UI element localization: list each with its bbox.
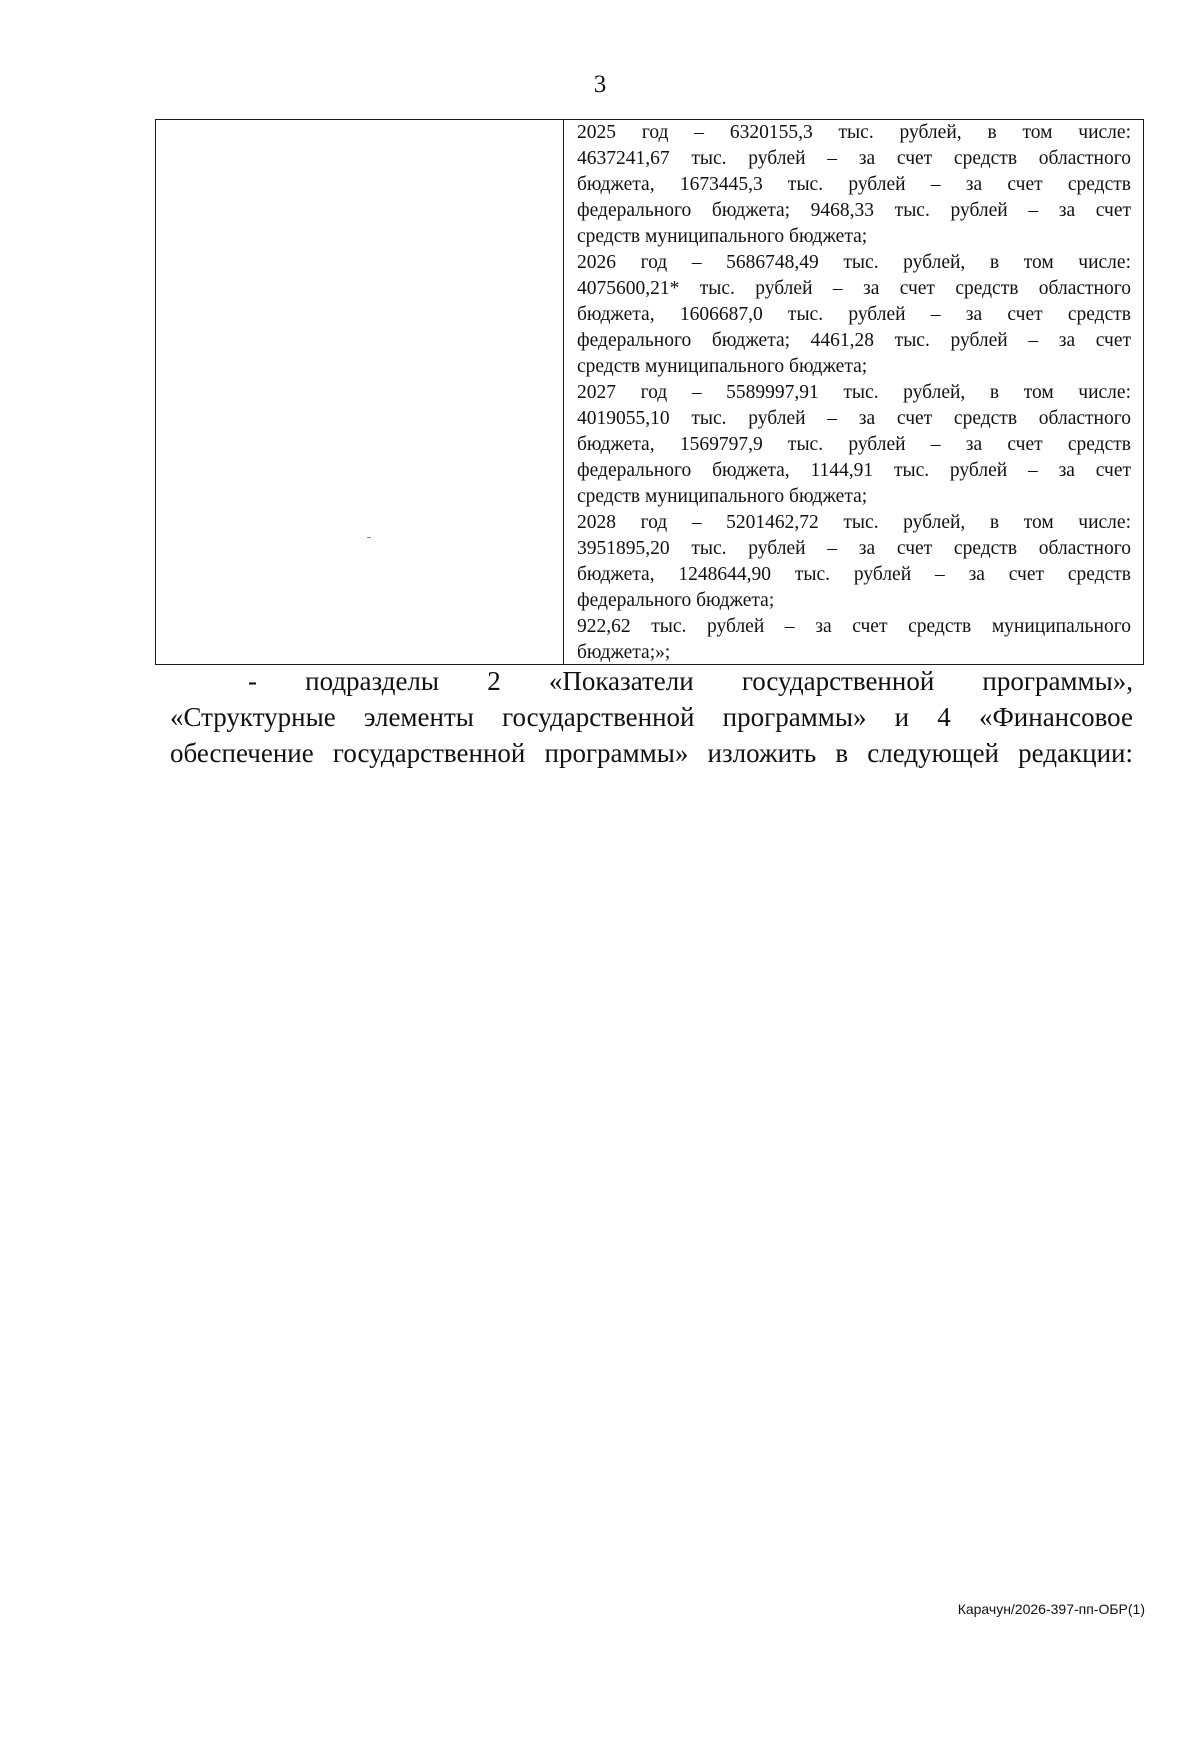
funding-2027-line-5: средств муниципального бюджета; xyxy=(577,486,868,507)
scan-speck xyxy=(367,537,371,538)
funding-2025-line-3: бюджета, 1673445,3 тыс. рублей – за счет средств xyxy=(577,174,1131,195)
funding-2025-paragraph xyxy=(577,120,1131,250)
funding-2026-line-2: 4075600,21* тыс. рублей – за счет средств областного xyxy=(577,278,1131,299)
table-value-cell xyxy=(565,120,1143,664)
funding-2026-line-1: 2026 год – 5686748,49 тыс. рублей, в том числе: xyxy=(577,252,1131,273)
funding-2027-line-1: 2027 год – 5589997,91 тыс. рублей, в том числе: xyxy=(577,382,1131,403)
funding-2028-line-1: 2028 год – 5201462,72 тыс. рублей, в том числе: xyxy=(577,512,1131,533)
funding-2028-line-3: бюджета, 1248644,90 тыс. рублей – за счет средств xyxy=(577,564,1131,585)
funding-2028-line-5: 922,62 тыс. рублей – за счет средств муниципального xyxy=(577,616,1131,637)
funding-2028-line-4: федерального бюджета; xyxy=(577,590,775,611)
funding-table xyxy=(155,119,1144,665)
funding-2025-line-1: 2025 год – 6320155,3 тыс. рублей, в том числе: xyxy=(577,122,1131,143)
amendment-line-1: - подразделы 2 «Показатели государственной программы», xyxy=(248,666,1133,696)
amendment-line-2: «Структурные элементы государственной программы» и 4 «Финансовое xyxy=(170,702,1133,732)
amendment-line-3: обеспечение государственной программы» изложить в следующей редакции: xyxy=(170,738,1133,768)
document-id-footer: Карачун/2026-397-пп-ОБР(1) xyxy=(957,1601,1145,1617)
funding-2027-paragraph xyxy=(577,380,1131,510)
table-label-cell xyxy=(156,120,564,664)
funding-2026-line-4: федерального бюджета; 4461,28 тыс. рублей – за счет xyxy=(577,330,1131,351)
funding-2027-line-2: 4019055,10 тыс. рублей – за счет средств областного xyxy=(577,408,1131,429)
funding-2026-paragraph xyxy=(577,250,1131,380)
funding-2028-line-6: бюджета;»; xyxy=(577,642,671,663)
funding-2028-line-2: 3951895,20 тыс. рублей – за счет средств областного xyxy=(577,538,1131,559)
page-number: 3 xyxy=(593,71,607,98)
funding-2026-line-3: бюджета, 1606687,0 тыс. рублей – за счет средств xyxy=(577,304,1131,325)
funding-2026-line-5: средств муниципального бюджета; xyxy=(577,356,868,377)
funding-2027-line-3: бюджета, 1569797,9 тыс. рублей – за счет средств xyxy=(577,434,1131,455)
funding-2025-line-4: федерального бюджета; 9468,33 тыс. рублей – за счет xyxy=(577,200,1131,221)
funding-2028-paragraph xyxy=(577,510,1131,666)
amendment-paragraph xyxy=(170,663,1133,771)
funding-2025-line-5: средств муниципального бюджета; xyxy=(577,226,868,247)
funding-2025-line-2: 4637241,67 тыс. рублей – за счет средств областного xyxy=(577,148,1131,169)
funding-2027-line-4: федерального бюджета, 1144,91 тыс. рублей – за счет xyxy=(577,460,1131,481)
